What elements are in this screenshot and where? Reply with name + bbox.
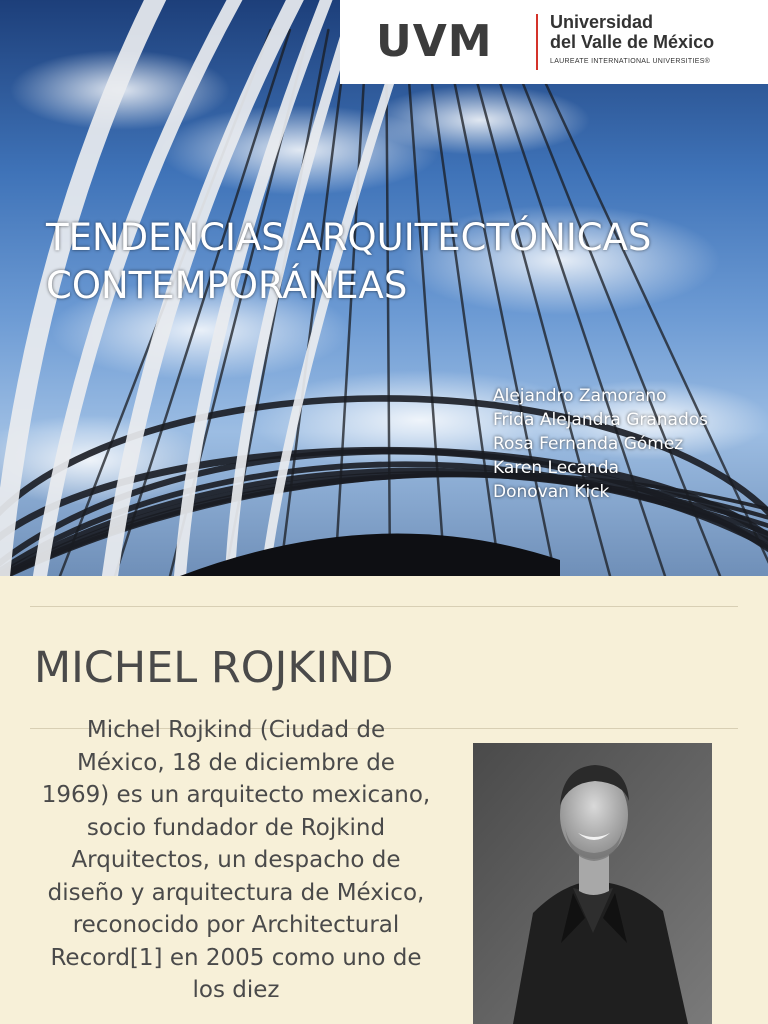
author-item: Alejandro Zamorano	[493, 386, 667, 406]
logo-university-name	[550, 12, 714, 52]
author-item: Rosa Fernanda Gómez	[493, 434, 684, 454]
author-item: Donovan Kick	[493, 482, 610, 502]
logo-name-line1: Universidad	[550, 12, 654, 32]
bio-paragraph: Michel Rojkind (Ciudad de México, 18 de diciembre de 1969) es un arquitecto mexicano, socio fundador de Rojkind Arquitectos, un despacho de diseño y arquitectura de México, reconocido por Architectural Record[1] en 2005 como uno de los diez	[41, 717, 431, 1003]
bio-heading: MICHEL ROJKIND	[34, 643, 394, 693]
top-divider	[30, 606, 738, 607]
logo-name-line2: del Valle de México	[550, 32, 715, 52]
author-item: Frida Alejandra Granados	[493, 410, 709, 430]
author-item: Karen Lecanda	[493, 458, 619, 478]
title-line-2: CONTEMPORÁNEAS	[46, 264, 408, 307]
logo-divider	[536, 14, 538, 70]
logo-tagline: LAUREATE INTERNATIONAL UNIVERSITIES®	[550, 58, 711, 65]
biography-slide	[0, 576, 768, 1024]
author-list	[493, 384, 708, 504]
presentation-title	[46, 214, 746, 310]
title-line-1: TENDENCIAS ARQUITECTÓNICAS	[46, 216, 652, 259]
portrait-photo	[473, 743, 712, 1024]
uvm-logo	[340, 0, 768, 84]
logo-mark: UVM	[376, 16, 493, 67]
